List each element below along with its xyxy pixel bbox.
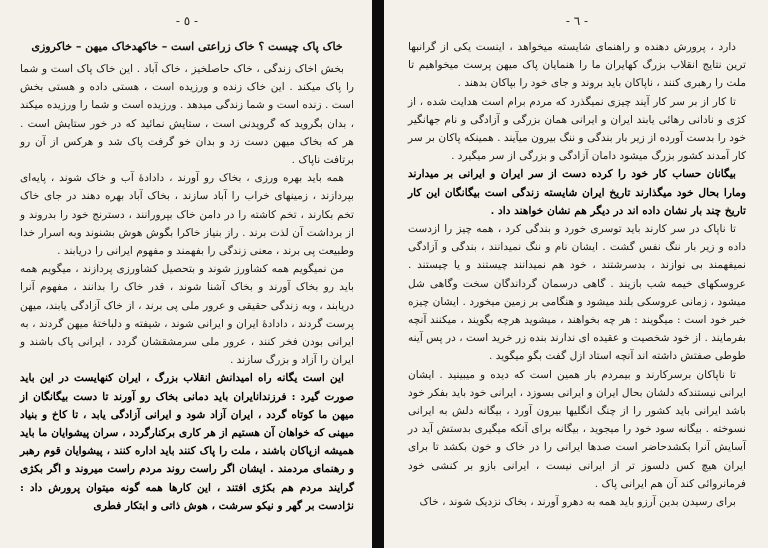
left-page [0, 0, 372, 548]
paragraph: تا ناپاکان برسرکارند و بیمردم بار همین است که دیده و میبینید . ایشان ایرانی نیستندکه دلشان بحال ایران و ایرانی بسوزد ، ایرانی خود باید بفکر خود باشد ایرانی باید کشور را از چنگ انگلیها بیرون آورد ، بیگانه دلش به ایرانی نسوخته . بیگانه سود خود را میجوید ، بیگانه برای آنکه میگیری بدستش آید در آسایش آنرا بکشدحاضر است صدها ایرانی را در خاک و خون بکشد تا برای ایران هیچ کس دلسوز تر از ایرانی نیست ، ایرانی بازو بر کنشی خود فرمانروائی کند آن هم ایرانی پاک . [408, 368, 746, 490]
left-page-text [20, 60, 354, 515]
paragraph: همه باید بهره ورزی ، بخاک رو آورند ، دادادهٔ آب و خاک شوند ، پایه‌ای بپردازند ، زمینهای خراب را آباد سازند ، بخاک آباد بهره دهند در جای خاک تخم بکارند ، تخم کاشته را در دامن خاک بپرورانند ، دسترنج خود را بدروند و از برداشت آن لذت برند . راز بنیاز خاکرا بگوش هوش بشنوند وبه اسرار خدا وطبیعت پی برند ، معنی زندگی را بفهمند و مفهوم ایرانی را دریابند . [20, 172, 354, 258]
paragraph: دارد ، پرورش دهنده و راهنمای شایسته میخواهد ، اینست یکی از گرانبها ترین نتایج انقلاب بزرگ کهایران ما را هنمایان پاک میهن پرست میخواهیم تا ملت را رهبری کنند ، ناپاکان باید بروند و جای خود را بپاکان بدهند . [408, 41, 746, 90]
paragraph: برای رسیدن بدین آرزو باید همه به دهرو آورند ، بخاک نزدیک شوند ، خاک [419, 496, 736, 509]
paragraph: بخش اخاک زندگی ، خاک حاصلخیز ، خاک آباد . این خاک پاک است و شما را پاک میکند . این خاک زنده و ورزیده است ، هستی داده و هستی بخش است . زنده است و شما زندگی میدهد . ورزیده است و شما را ورزیده میکند ، بدان بگروید که گرویدنی است ، ستایش نمائید که در خور ستایش است . هر که بخاک میهن دست زد و بدان خو گرفت پاک شد و هرکس از آن رو برتافت ناپاک . [20, 63, 354, 167]
right-page [384, 0, 768, 548]
bold-paragraph: بیگانان حساب کار خود را کرده دست از سر ایران و ایرانی بر میدارند ومارا بحال خود میگذارند تاریخ ایران شایسته زندگی است بیگانگان این کار تاریخ چند بار نشان داده اند در دیگر هم نشان خواهند داد . [408, 168, 746, 217]
paragraph: تا کار از بر سر کار آیند چیزی نمیگذرد که مردم برام است هدایت شده ، از کژی و نادانی رهائی یابند ایران و ایرانی همان بزرگی و آزادگی و نام جهانگیر خود را بدست آورده از زیر بار بندگی و ننگ بیرون میآیند . همینکه پاکان بر سر کار آمدند کشور بزرگ میشود دامان آزادگی و بزرگی از سر میگیرد . [408, 95, 746, 163]
paragraph: تا ناپاک در سر کارند باید توسری خورد و بندگی کرد ، همه چیز را ازدست داده و زیر بار ننگ نفس گشت . ایشان نام و ننگ نمیدانند ، بندگی و آزادگی نمیفهمند بی نوازند ، بدسرشتند ، خود هم نمیدانند چیستند و یا چیستند . عروسکهای خیمه شب بازیند . گاهی درسمان گرداندگان سخت وگاهی شل میشود ، زمانی عروسکی بلند میشود و هنگامی بر زمین میخورد . ایشان چیزه خبر خود است : میگویند : هر چه بخواهند ، میشوید هرچه بگویند ، میکنند آنچه بفرمایند . از خود شخصیت و عقیده ای ندارند بنده زر خرید است ، در پس آینه طوطی صفتش داشته اند آنچه استاد ازل گفت بگو میگوید . [408, 223, 746, 363]
paragraph: من نمیگویم همه کشاورز شوند و بتحصیل کشاورزی پردازند ، میگویم همه باید رو بخاک آورند و بخاک آشنا شوند ، قدر خاک را بدانند ، مفهوم آنرا دریابند ، وبه زندگی حقیقی و عرور ملی پی برند ، از خاک آزادگی یابند، میهن پرست گردند ، دادادهٔ ایران و ایرانی شوند ، شیفته و دلباختهٔ میهن گردند ، به ایرانی بودن فخر کنند ، عرور ملی سرمشقشان گردد ، ایرانی پاک باشند و ایران را آزاد و بزرگ سازند . [20, 263, 354, 367]
right-page-text [408, 38, 746, 511]
bold-paragraph: این است یگانه راه امیدانش انقلاب بزرگ ، ایران کنهایست در این باید صورت گیرد : فرزندانایران باید دمانی بخاک رو آورند تا دست بیگانگان از میهن ما کوتاه گردد ، ایران آزاد شود و ایرانی آزادگی یابد ، تا کاخ و بنیاد میهنی که خواهان آن هستیم از هر کاری برکنارگردد ، سران پیشوایان ما باید همیشه ازپاکان باشند ، ملت را پاک کنند باید اداره کنند ، پیشوایان قوم رهبر و رهنمای مردمند . ایشان اگر راست روند مردم راست میروند و اگر بکژی گرایند مردم هم بکژی افتند ، این کارها همه گونه میتوان پرورش داد : نژادست بر گهر و نیکو سرشت ، هوش ذاتی و ابتکار فطری [20, 372, 354, 512]
section-heading: خاک پاک چیست ؟ خاک زراعتی است – خاکهدخاک میهن – خاکروزی [31, 40, 343, 53]
book-gutter [372, 0, 384, 548]
page-number: - ٥ - [175, 14, 199, 28]
page-number: - ٦ - [565, 14, 589, 28]
